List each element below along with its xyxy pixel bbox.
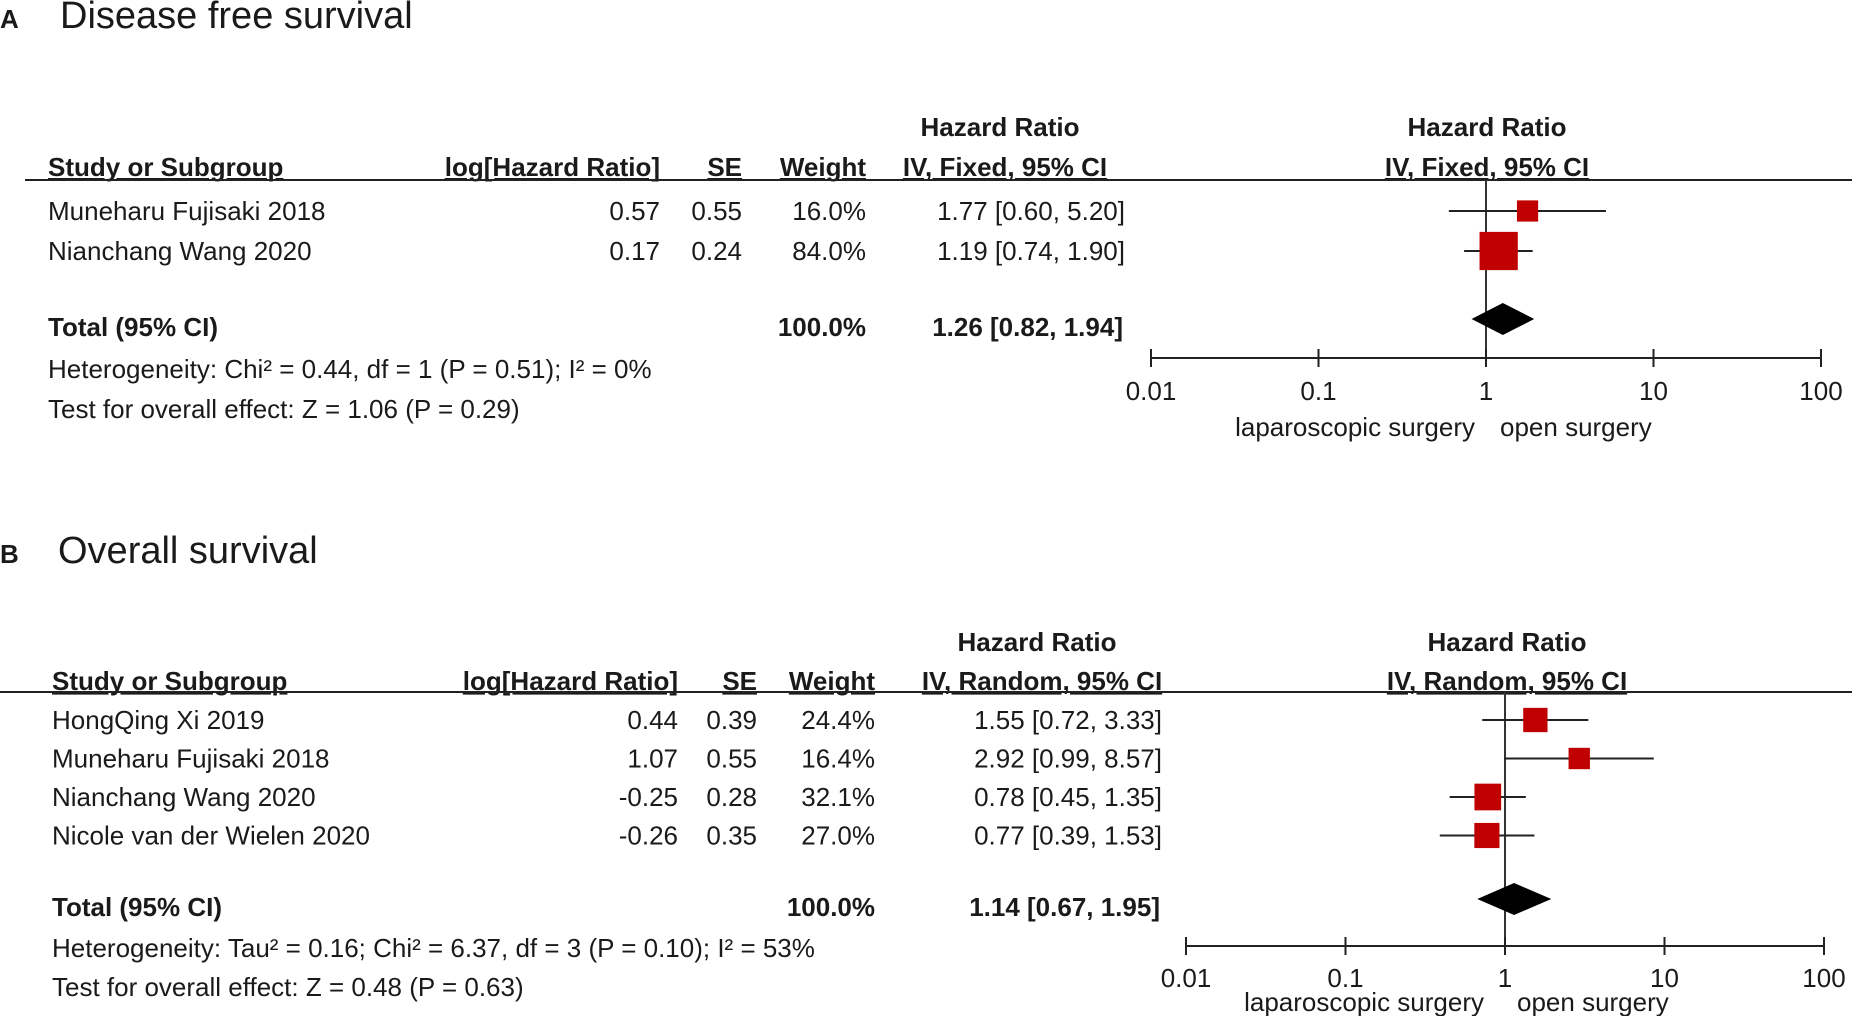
study-log-hr: -0.25 xyxy=(618,782,678,812)
study-se: 0.35 xyxy=(706,820,757,851)
study-weight: 24.4% xyxy=(801,705,875,735)
study-name: HongQing Xi 2019 xyxy=(52,705,265,735)
study-log-hr: 0.57 xyxy=(609,196,660,226)
study-weight: 16.4% xyxy=(801,743,875,774)
favours-right-label: open surgery xyxy=(1517,987,1669,1016)
total-ci: 1.14 [0.67, 1.95] xyxy=(969,892,1160,922)
study-ci: 1.77 [0.60, 5.20] xyxy=(937,196,1125,226)
study-point-marker xyxy=(1517,200,1538,221)
study-ci: 1.55 [0.72, 3.33] xyxy=(974,705,1162,735)
x-tick-label: 0.01 xyxy=(1160,963,1212,993)
header-effect-method: IV, Fixed, 95% CI xyxy=(902,152,1108,182)
header-log-hr: log[Hazard Ratio] xyxy=(462,666,678,696)
study-point-marker xyxy=(1474,784,1501,811)
header-study: Study or Subgroup xyxy=(48,152,284,182)
study-point-marker xyxy=(1480,232,1518,270)
study-ci: 0.78 [0.45, 1.35] xyxy=(974,782,1162,812)
study-se: 0.28 xyxy=(706,782,757,812)
study-weight: 84.0% xyxy=(792,236,866,266)
header-plot-method: IV, Fixed, 95% CI xyxy=(1384,152,1590,182)
study-log-hr: 0.44 xyxy=(627,705,678,735)
forest-panel-b xyxy=(0,530,1852,1016)
study-weight: 16.0% xyxy=(792,196,866,226)
overall-effect-text: Test for overall effect: Z = 0.48 (P = 0.63) xyxy=(52,972,524,1002)
study-ci: 1.19 [0.74, 1.90] xyxy=(937,236,1125,266)
header-plot-method: IV, Random, 95% CI xyxy=(1386,666,1628,696)
panel-label: A xyxy=(0,4,19,34)
favours-left-label: laparoscopic surgery xyxy=(1235,412,1475,442)
favours-right-label: open surgery xyxy=(1500,412,1652,442)
heterogeneity-text: Heterogeneity: Tau² = 0.16; Chi² = 6.37, df = 3 (P = 0.10); I² = 53% xyxy=(52,933,815,963)
total-ci: 1.26 [0.82, 1.94] xyxy=(932,312,1123,342)
study-log-hr: 1.07 xyxy=(627,743,678,774)
study-se: 0.55 xyxy=(691,196,742,226)
header-effect-method: IV, Random, 95% CI xyxy=(921,666,1163,696)
pooled-effect-diamond xyxy=(1477,883,1551,915)
header-plot-title: Hazard Ratio xyxy=(1407,112,1567,142)
x-tick-label: 100 xyxy=(1799,376,1843,406)
x-tick-label: 10 xyxy=(1639,376,1668,406)
study-se: 0.55 xyxy=(706,743,757,774)
favours-left-label: laparoscopic surgery xyxy=(1244,987,1484,1016)
study-se: 0.39 xyxy=(706,705,757,735)
heterogeneity-text: Heterogeneity: Chi² = 0.44, df = 1 (P = 0.51); I² = 0% xyxy=(48,354,652,384)
study-name: Muneharu Fujisaki 2018 xyxy=(52,743,330,774)
x-tick-label: 1 xyxy=(1478,376,1494,406)
header-study: Study or Subgroup xyxy=(52,666,288,696)
x-tick-label: 10 xyxy=(1650,963,1679,993)
study-name: Nianchang Wang 2020 xyxy=(52,782,316,812)
header-effect-title: Hazard Ratio xyxy=(920,112,1080,142)
study-name: Nicole van der Wielen 2020 xyxy=(52,820,370,851)
x-tick-label: 0.01 xyxy=(1125,376,1177,406)
x-tick-label: 0.1 xyxy=(1300,376,1337,406)
x-tick-label: 0.1 xyxy=(1327,963,1364,993)
study-log-hr: 0.17 xyxy=(609,236,660,266)
x-tick-label: 1 xyxy=(1497,963,1513,993)
study-weight: 27.0% xyxy=(801,820,875,851)
header-log-hr: log[Hazard Ratio] xyxy=(444,152,660,182)
study-weight: 32.1% xyxy=(801,782,875,812)
header-effect-title: Hazard Ratio xyxy=(957,627,1117,657)
study-point-marker xyxy=(1569,748,1590,769)
study-name: Muneharu Fujisaki 2018 xyxy=(48,196,326,226)
x-tick-label: 100 xyxy=(1802,963,1846,993)
total-label: Total (95% CI) xyxy=(52,892,222,922)
panel-title: Disease free survival xyxy=(60,0,413,37)
header-plot-title: Hazard Ratio xyxy=(1427,627,1587,657)
study-point-marker xyxy=(1523,708,1547,732)
total-weight: 100.0% xyxy=(777,312,866,342)
header-weight: Weight xyxy=(779,152,866,182)
overall-effect-text: Test for overall effect: Z = 1.06 (P = 0.29) xyxy=(48,394,520,424)
study-ci: 2.92 [0.99, 8.57] xyxy=(974,743,1162,774)
study-se: 0.24 xyxy=(691,236,742,266)
study-point-marker xyxy=(1474,823,1499,848)
pooled-effect-diamond xyxy=(1472,303,1535,335)
panel-label: B xyxy=(0,539,19,569)
forest-panel-a xyxy=(0,0,1852,442)
header-weight: Weight xyxy=(788,666,875,696)
total-weight: 100.0% xyxy=(786,892,875,922)
panel-title: Overall survival xyxy=(58,530,318,572)
header-se: SE xyxy=(722,666,757,696)
study-log-hr: -0.26 xyxy=(618,820,678,851)
total-label: Total (95% CI) xyxy=(48,312,218,342)
header-se: SE xyxy=(707,152,742,182)
study-ci: 0.77 [0.39, 1.53] xyxy=(974,820,1162,851)
study-name: Nianchang Wang 2020 xyxy=(48,236,312,266)
